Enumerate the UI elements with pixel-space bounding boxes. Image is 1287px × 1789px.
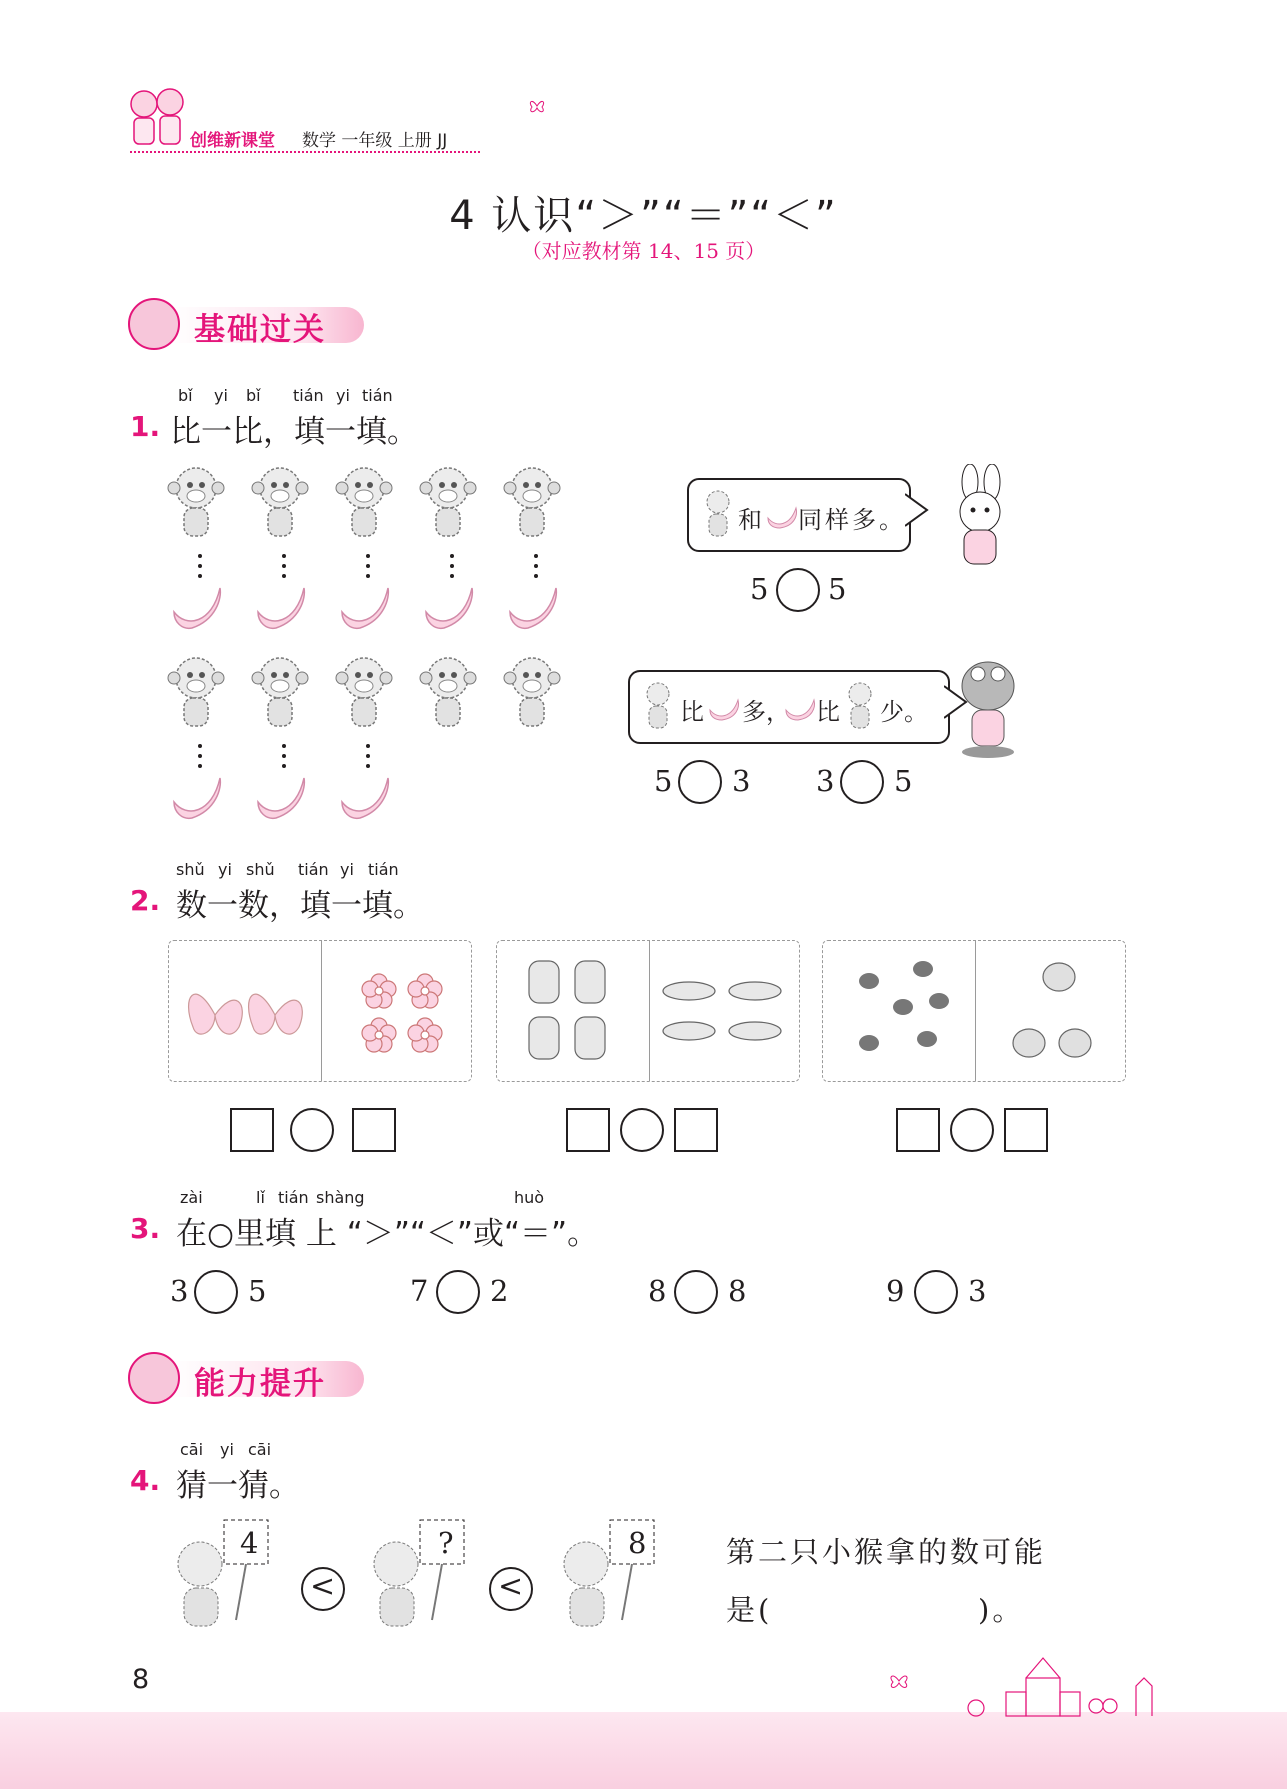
pinyin: lǐ: [256, 1188, 265, 1207]
pinyin: shǔ: [176, 860, 205, 879]
sign-number: 8: [628, 1526, 647, 1560]
count-panel-1: [168, 940, 472, 1082]
question-number: 4.: [130, 1464, 161, 1497]
pinyin: zài: [180, 1188, 203, 1207]
compare-left: 3: [170, 1274, 189, 1308]
footer-band: [0, 1712, 1287, 1789]
monkey-icon: [700, 488, 736, 540]
section-title-basic: 基础过关: [194, 312, 326, 348]
answer-circle[interactable]: [914, 1270, 958, 1314]
pinyin: bǐ: [246, 386, 261, 405]
compare-left: 7: [410, 1274, 429, 1308]
pinyin: bǐ: [178, 386, 193, 405]
banana-icon: [766, 506, 800, 530]
compare-right: 5: [828, 572, 847, 606]
monkey-icon: [640, 680, 676, 732]
pinyin: shǔ: [246, 860, 275, 879]
section-banner-basic: [128, 298, 368, 352]
answer-box[interactable]: [674, 1108, 718, 1152]
section-title-advance: 能力提升: [194, 1366, 326, 1402]
textbook-reference: （对应教材第 14、15 页）: [521, 239, 766, 263]
pinyin: shàng: [316, 1188, 365, 1207]
monkey-icon: [842, 680, 878, 732]
butterfly-flower-illustration: [175, 947, 467, 1077]
compare-right: 5: [248, 1274, 267, 1308]
pinyin: yi: [218, 860, 232, 879]
question-text: 比一比，填一填。: [170, 414, 418, 450]
pinyin: tián: [368, 860, 399, 879]
count-panel-3: [822, 940, 1126, 1082]
bubble2-bi: 比: [680, 698, 704, 726]
question-text: 猜一猜。: [176, 1468, 300, 1504]
tadpole-frog-illustration: [829, 947, 1121, 1077]
header-brand: 创维新课堂: [190, 131, 275, 151]
pinyin: cāi: [248, 1440, 272, 1459]
answer-circle[interactable]: [840, 760, 884, 804]
question-number: 1.: [130, 410, 161, 443]
pinyin: yi: [340, 860, 354, 879]
bubble2-more: 多，: [742, 698, 790, 726]
pinyin: yi: [214, 386, 228, 405]
pinyin: yi: [220, 1440, 234, 1459]
monkey-icon: [128, 1352, 180, 1404]
butterfly-icon: [888, 1672, 910, 1690]
answer-box[interactable]: [1004, 1108, 1048, 1152]
page-number: 8: [132, 1664, 150, 1695]
sign-number: 4: [240, 1526, 259, 1560]
question-number: 3.: [130, 1212, 161, 1245]
sign-number: ?: [438, 1526, 454, 1560]
less-than-sign: <: [498, 1569, 524, 1604]
compare-right: 5: [894, 764, 913, 798]
question-text: 在○里填 上 “＞”“＜”或“＝”。: [176, 1216, 599, 1252]
answer-circle[interactable]: [290, 1108, 334, 1152]
rabbit-character: [940, 464, 1020, 568]
monkey-banana-illustration: [160, 462, 580, 832]
answer-box[interactable]: [566, 1108, 610, 1152]
pinyin: yi: [336, 386, 350, 405]
banana-icon: [708, 698, 742, 722]
answer-circle[interactable]: [950, 1108, 994, 1152]
answer-circle[interactable]: [674, 1270, 718, 1314]
answer-circle[interactable]: [678, 760, 722, 804]
header-kids-illustration: [124, 84, 190, 154]
guess-prompt-open: 是(: [726, 1593, 773, 1627]
pinyin: huò: [514, 1188, 545, 1207]
page-title: 4 认识“＞”“＝”“＜”: [449, 193, 838, 239]
bubble1-same: 同样多。: [798, 506, 906, 534]
compare-left: 5: [750, 572, 769, 606]
compare-right: 3: [732, 764, 751, 798]
compare-left: 8: [648, 1274, 667, 1308]
monkey-icon: [128, 298, 180, 350]
bubble-tail: [905, 492, 929, 528]
pinyin: tián: [298, 860, 329, 879]
header-subject: 数学 一年级 上册 JJ: [302, 131, 448, 151]
bubble1-he: 和: [738, 506, 762, 534]
castle-decoration: [946, 1652, 1166, 1718]
compare-left: 5: [654, 764, 673, 798]
answer-circle[interactable]: [620, 1108, 664, 1152]
guess-prompt-close: )。: [978, 1593, 1025, 1627]
compare-left: 3: [816, 764, 835, 798]
compare-right: 2: [490, 1274, 509, 1308]
less-than-sign: <: [310, 1569, 336, 1604]
answer-circle[interactable]: [776, 568, 820, 612]
pinyin: cāi: [180, 1440, 204, 1459]
pinyin: tián: [278, 1188, 309, 1207]
cat-fish-illustration: [503, 947, 795, 1077]
answer-box[interactable]: [230, 1108, 274, 1152]
answer-circle[interactable]: [436, 1270, 480, 1314]
guess-prompt-line1: 第二只小猴拿的数可能: [726, 1535, 1047, 1569]
header-divider: [130, 151, 480, 153]
answer-blank[interactable]: [784, 1588, 974, 1628]
pinyin: tián: [362, 386, 393, 405]
pinyin: tián: [293, 386, 324, 405]
count-panel-2: [496, 940, 800, 1082]
frog-character: [952, 652, 1022, 762]
answer-circle[interactable]: [194, 1270, 238, 1314]
question-number: 2.: [130, 884, 161, 917]
bubble2-less: 少。: [880, 698, 928, 726]
section-banner-advance: [128, 1352, 368, 1406]
bubble2-bi: 比: [816, 698, 840, 726]
answer-box[interactable]: [896, 1108, 940, 1152]
butterfly-icon: [528, 98, 546, 114]
answer-box[interactable]: [352, 1108, 396, 1152]
compare-right: 8: [728, 1274, 747, 1308]
compare-right: 3: [968, 1274, 987, 1308]
banana-icon: [784, 698, 818, 722]
question-text: 数一数，填一填。: [176, 888, 424, 924]
compare-left: 9: [886, 1274, 905, 1308]
